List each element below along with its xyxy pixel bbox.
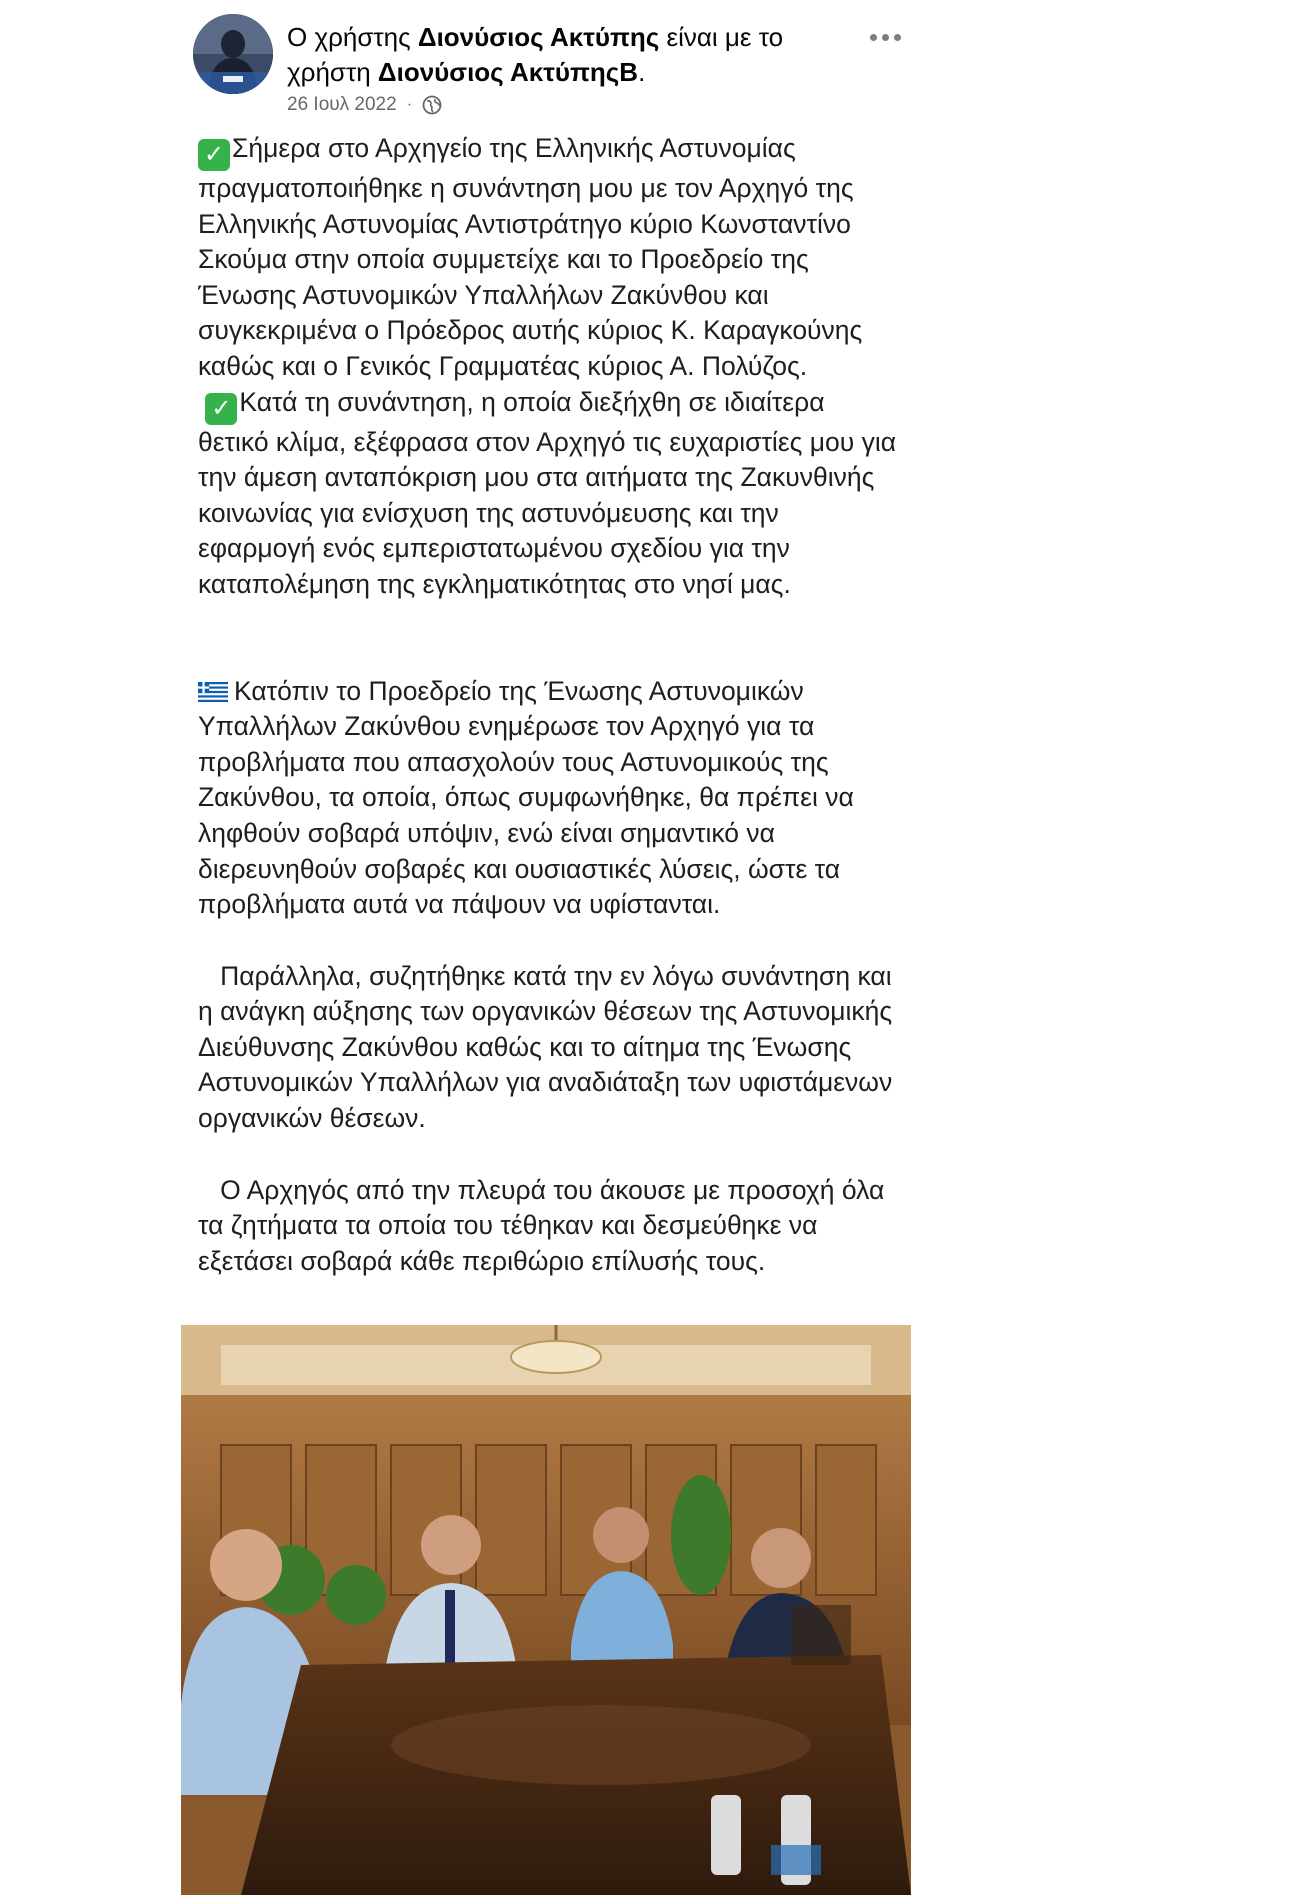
post-header (287, 20, 847, 90)
paragraph-4-text: Παράλληλα, συζητήθηκε κατά την εν λόγω συνάντηση και η ανάγκη αύξησης των οργανικών θέσεων της Αστυνομικής Διεύθυνσης Ζακύνθου καθώς και το αίτημα της Ένωσης Αστυνομικών Υπαλλήλων για αναδιάταξη των υφιστάμενων οργανικών θέσεων. (198, 960, 893, 1134)
paragraph-3 (198, 674, 898, 923)
spacer (198, 1137, 898, 1173)
paragraph-1 (198, 131, 898, 385)
paragraph-2 (198, 385, 898, 603)
globe-icon[interactable] (422, 95, 442, 115)
meeting-room-photo (181, 1325, 911, 1895)
avatar[interactable] (193, 14, 273, 94)
more-dot (882, 34, 889, 41)
post-meta (287, 94, 442, 116)
spacer (198, 603, 898, 674)
check-mark-icon: ✓ (198, 139, 230, 171)
header-suffix: . (638, 57, 646, 87)
more-options-icon[interactable] (863, 24, 907, 50)
spacer (198, 923, 898, 959)
avatar-photo (193, 14, 273, 94)
paragraph-3-text: Κατόπιν το Προεδρείο της Ένωσης Αστυνομικών Υπαλλήλων Ζακύνθου ενημέρωσε τον Αρχηγό για τα προβλήματα που απασχολούν τους Αστυνομικούς της Ζακύνθου, τα οποία, όπως συμφωνήθηκε, θα πρέπει να ληφθούν σοβαρά υπόψιν, ενώ είναι σημαντικό να διερευνηθούν σοβαρές και ουσιαστικές λύσεις, ώστε τα προβλήματα αυτά να πάψουν να υφίστανται. (198, 675, 854, 920)
more-dot (894, 34, 901, 41)
post-body (198, 131, 898, 1279)
paragraph-4 (198, 959, 898, 1137)
tagged-user-link[interactable]: Διονύσιος ΑκτύπηςΒ (377, 57, 639, 87)
meta-separator: · (406, 96, 413, 113)
header-prefix: Ο χρήστης (287, 22, 418, 52)
header-middle: είναι με το χρήστη (287, 22, 784, 87)
post-photo[interactable] (181, 1325, 911, 1895)
more-dot (870, 34, 877, 41)
paragraph-5 (198, 1173, 898, 1280)
author-name-link[interactable]: Διονύσιος Ακτύπης (417, 22, 660, 52)
greek-flag-icon (198, 682, 228, 702)
paragraph-1-text: Σήμερα στο Αρχηγείο της Ελληνικής Αστυνομίας πραγματοποιήθηκε η συνάντηση μου με τον Αρχηγό της Ελληνικής Αστυνομίας Αντιστράτηγο κύριο Κωνσταντίνο Σκούμα στην οποία συμμετείχε και το Προεδρείο της Ένωσης Αστυνομικών Υπαλλήλων Ζακύνθου και συγκεκριμένα ο Πρόεδρος αυτής κύριος Κ. Καραγκούνης καθώς και ο Γενικός Γραμματέας κύριος Α. Πολύζος. (198, 133, 863, 381)
check-mark-icon: ✓ (205, 393, 237, 425)
post-date[interactable]: 26 Ιουλ 2022 (287, 94, 397, 115)
paragraph-5-text: Ο Αρχηγός από την πλευρά του άκουσε με προσοχή όλα τα ζητήματα τα οποία του τέθηκαν και δεσμεύθηκε να εξετάσει σοβαρά κάθε περιθώριο επίλυσής τους. (198, 1174, 885, 1276)
paragraph-2-text: Κατά τη συνάντηση, η οποία διεξήχθη σε ιδιαίτερα θετικό κλίμα, εξέφρασα στον Αρχηγό τις ευχαριστίες μου για την άμεση ανταπόκριση μου στα αιτήματα της Ζακυνθινής κοινωνίας για ενίσχυση της αστυνόμευσης και την εφαρμογή ενός εμπεριστατωμένου σχεδίου για την καταπολέμηση της εγκληματικότητας στο νησί μας. (198, 386, 897, 599)
